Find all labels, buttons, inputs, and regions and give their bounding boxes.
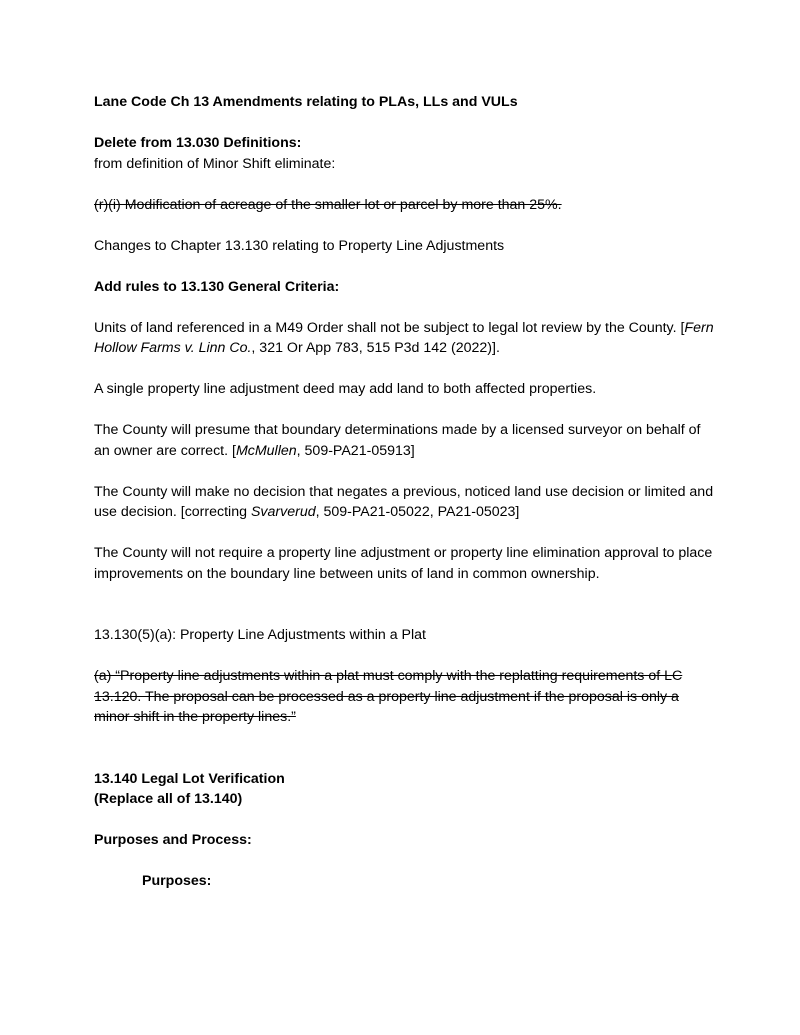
rule-decision-text: The County will make no decision that negates a previous, noticed land use decision or limited and use decision. [correcting	[94, 483, 714, 520]
definitions-heading: Delete from 13.030 Definitions:	[94, 135, 302, 151]
legal-lot-subheading: (Replace all of 13.140)	[94, 791, 243, 807]
rule-decision-citation: , 509-PA21-05022, PA21-05023]	[315, 504, 520, 520]
purposes-process-heading: Purposes and Process:	[94, 832, 252, 848]
rule-single-deed: A single property line adjustment deed may add land to both affected properties.	[94, 381, 597, 397]
rule-surveyor	[94, 420, 714, 461]
definitions-intro: from definition of Minor Shift eliminate:	[94, 155, 336, 172]
struck-plat-text: (a) “Property line adjustments within a plat must comply with the replatting requirements of LC 13.120. The proposal can be processed as a property line adjustment if the proposal is only a minor shift in the property lines.”	[94, 668, 683, 725]
rule-decision-case-name: Svarverud	[250, 504, 316, 520]
rule-m49-citation: , 321 Or App 783, 515 P3d 142 (2022)].	[251, 340, 500, 356]
document-page	[94, 92, 714, 892]
general-criteria-heading: Add rules to 13.130 General Criteria:	[94, 278, 340, 295]
rule-surveyor-case-name: McMullen	[235, 442, 297, 459]
legal-lot-heading: 13.140 Legal Lot Verification	[94, 770, 285, 787]
rule-m49-order	[94, 318, 714, 359]
rule-m49-text: Units of land referenced in a M49 Order shall not be subject to legal lot review by the County. [	[94, 319, 685, 336]
document-title: Lane Code Ch 13 Amendments relating to PLAs, LLs and VULs	[94, 94, 518, 110]
plat-section-heading: 13.130(5)(a): Property Line Adjustments within a Plat	[94, 627, 426, 643]
changes-line: Changes to Chapter 13.130 relating to Property Line Adjustments	[94, 237, 505, 254]
rule-improvements-boundary: The County will not require a property line adjustment or property line elimination approval to place improvements on the boundary line between units of land in common ownership.	[94, 545, 713, 582]
purposes-heading: Purposes:	[142, 873, 212, 889]
rule-m49-case-name: Fern Hollow Farms v. Linn Co.	[94, 319, 714, 356]
rule-surveyor-text: The County will presume that boundary determinations made by a licensed surveyor on behalf of an owner are correct. [	[94, 422, 701, 459]
rule-no-negating-decision	[94, 482, 714, 523]
struck-definition-text: (r)(i) Modification of acreage of the smaller lot or parcel by more than 25%.	[94, 196, 562, 213]
rule-surveyor-citation: , 509-PA21-05913]	[296, 442, 415, 459]
